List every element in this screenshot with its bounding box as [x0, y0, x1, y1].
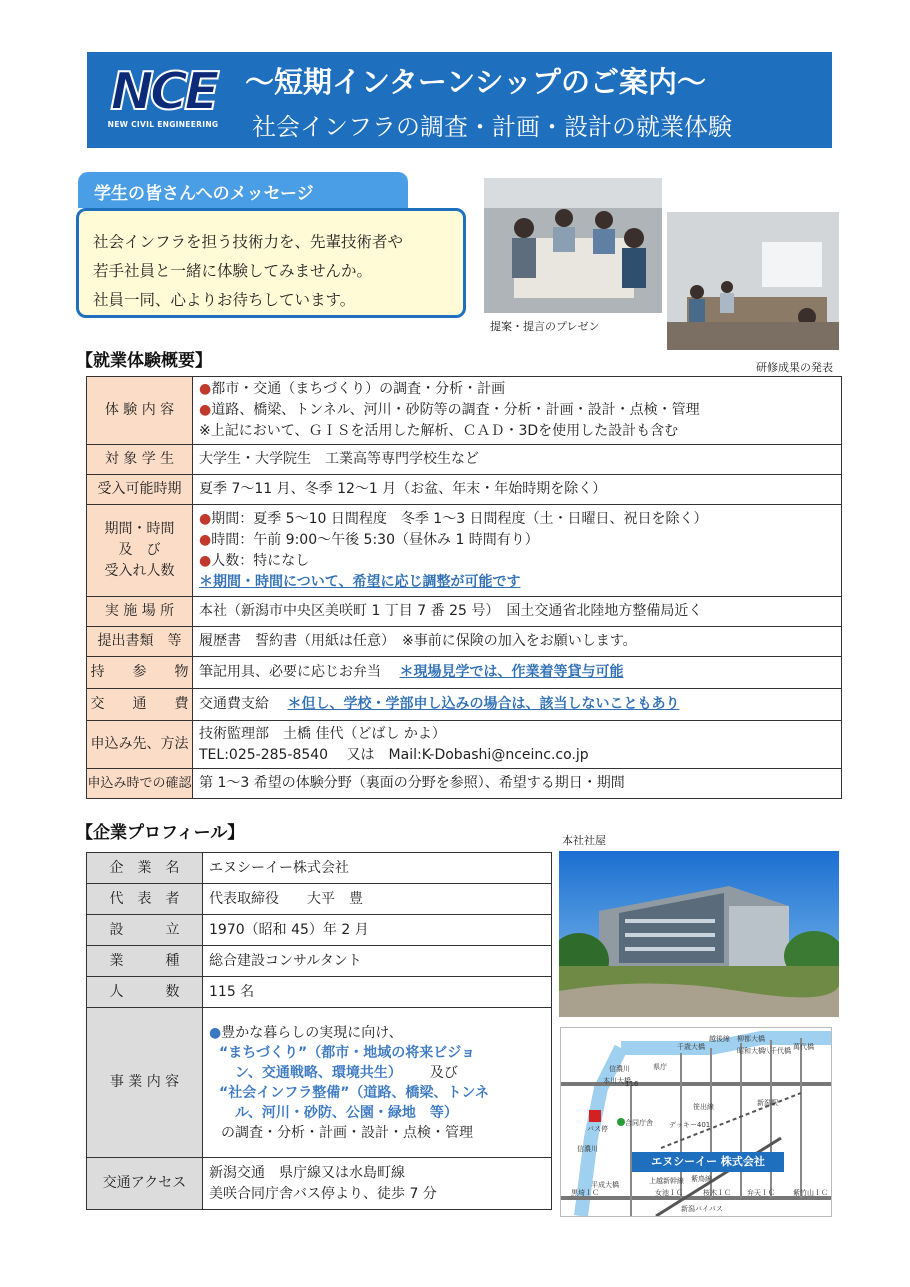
- map-label: 八千代橋: [763, 1047, 791, 1055]
- detail-line: ※上記において、ＧＩＳを活用した解析、ＣＡＤ・3Dを使用した設計も含む: [199, 423, 679, 439]
- map-label: 新潟バイパス: [681, 1205, 723, 1213]
- overview-heading: 【就業体験概要】: [76, 351, 212, 371]
- row-value: 夏季 7～11 月、冬季 12～1 月（お盆、年末・年始時期を除く）: [193, 475, 842, 505]
- message-line: 若手社員と一緒に体験してみませんか。: [93, 262, 373, 280]
- row-value: 115 名: [203, 977, 552, 1008]
- table-row: [87, 657, 842, 689]
- photo-caption-presentation: 提案・提言のプレゼン: [490, 320, 600, 333]
- photo-headquarters: [559, 851, 839, 1017]
- row-header: 業 種: [87, 946, 203, 977]
- page-subtitle: 社会インフラの調査・計画・設計の就業体験: [252, 113, 732, 141]
- row-header: 受入可能時期: [87, 475, 193, 505]
- table-row: [87, 1008, 552, 1158]
- logo-text: NCE: [110, 62, 216, 122]
- row-value: [193, 505, 842, 597]
- map-label: 萬代橋: [793, 1043, 814, 1051]
- row-value: 履歴書 誓約書（用紙は任意） ※事前に保険の加入をお願いします。: [193, 627, 842, 657]
- detail-line: 技術監理部 土橋 佳代（どばし かよ）: [199, 725, 446, 742]
- detail-line: 都市・交通（まちづくり）の調査・分析・計画: [211, 381, 506, 397]
- map-label: 笹出線: [693, 1103, 714, 1111]
- logo-subtext: NEW CIVIL ENGINEERING: [107, 120, 219, 129]
- row-header: 人 数: [87, 977, 203, 1008]
- row-header: 設 立: [87, 915, 203, 946]
- row-header: 交通アクセス: [87, 1158, 203, 1210]
- table-row: [87, 597, 842, 627]
- map-company-label: エヌシーイー 株式会社: [632, 1152, 784, 1172]
- map-label: 信濃川: [577, 1145, 598, 1153]
- detail-line: 道路、橋梁、トンネル、河川・砂防等の調査・分析・計画・設計・点検・管理: [211, 402, 700, 418]
- row-header: 交 通 費: [87, 689, 193, 721]
- note-line: ＊現場見学では、作業着等貸与可能: [399, 664, 624, 680]
- photo-caption-headquarters: 本社社屋: [562, 834, 606, 847]
- row-header-line: 期間・時間: [104, 521, 175, 537]
- bullet-icon: ●: [199, 510, 212, 527]
- access-map: [560, 1027, 832, 1217]
- map-label: 信濃川: [609, 1065, 630, 1073]
- map-label: 上越新幹線: [649, 1177, 684, 1185]
- row-value: 1970（昭和 45）年 2 月: [203, 915, 552, 946]
- contact-line: TEL:025-285-8540 又は Mail:K-Dobashi@nceinc.co.jp: [199, 746, 589, 763]
- map-label: 紫鳥線: [691, 1175, 712, 1183]
- table-row: [87, 853, 552, 884]
- detail-line: 美咲合同庁舎バス停より、徒歩 7 分: [209, 1185, 437, 1202]
- profile-heading: 【企業プロフィール】: [76, 823, 245, 843]
- table-row: [87, 769, 842, 799]
- row-value: [203, 1158, 552, 1210]
- row-header: 体 験 内 容: [87, 377, 193, 445]
- note-line: ＊但し、学校・学部申し込みの場合は、該当しないこともあり: [287, 696, 680, 712]
- detail-line: 豊かな暮らしの実現に向け、: [221, 1024, 403, 1041]
- bullet-icon: ●: [199, 552, 212, 569]
- map-label: 紫竹山ＩＣ: [793, 1189, 828, 1197]
- row-header-line: 受入れ人数: [104, 563, 175, 579]
- row-value: [193, 657, 842, 689]
- table-row: [87, 884, 552, 915]
- row-header: 申込み時での確認: [87, 769, 193, 799]
- row-header: [87, 505, 193, 597]
- table-row: [87, 505, 842, 597]
- detail-line: 交通費支給: [199, 696, 269, 712]
- table-row: [87, 721, 842, 769]
- map-label: 新潟駅: [757, 1099, 778, 1107]
- map-label: デッキー401: [669, 1121, 711, 1129]
- detail-line: ン、交通戦略、環境共生）: [235, 1064, 402, 1081]
- detail-line: ル、河川・砂防、公園・緑地 等）: [235, 1104, 458, 1121]
- message-line: 社会インフラを担う技術力を、先輩技術者や: [93, 233, 404, 251]
- company-logo: [104, 64, 222, 134]
- row-value: [193, 721, 842, 769]
- overview-table: [86, 376, 842, 799]
- page-title: ～短期インターンシップのご案内～: [245, 65, 706, 99]
- detail-line: 期間：夏季 5～10 日間程度 冬季 1～3 日間程度（土・日曜日、祝日を除く）: [211, 510, 708, 527]
- detail-line: “まちづくり”（都市・地域の将来ビジョ: [219, 1044, 475, 1061]
- detail-line: 新潟交通 県庁線又は水島町線: [209, 1164, 405, 1181]
- map-label: 千歳大橋: [677, 1043, 705, 1051]
- row-header: 代 表 者: [87, 884, 203, 915]
- table-row: [87, 377, 842, 445]
- map-label: 昭和大橋: [737, 1047, 765, 1055]
- message-line: 社員一同、心よりお待ちしています。: [93, 291, 356, 309]
- photo-caption-seminar: 研修成果の発表: [756, 361, 833, 374]
- photo-presentation: [484, 178, 662, 313]
- row-header: 対 象 学 生: [87, 445, 193, 475]
- note-line: ＊期間・時間について、希望に応じ調整が可能です: [199, 573, 521, 590]
- map-label: 弁天ＩＣ: [747, 1189, 775, 1197]
- row-header: 実 施 場 所: [87, 597, 193, 627]
- detail-line: 筆記用具、必要に応じお弁当: [199, 664, 381, 680]
- table-row: [87, 1158, 552, 1210]
- row-header: 事 業 内 容: [87, 1008, 203, 1158]
- map-label: 県庁: [653, 1063, 667, 1071]
- row-value: 代表取締役 大平 豊: [203, 884, 552, 915]
- detail-line: 時間：午前 9:00～午後 5:30（昼休み 1 時間有り）: [211, 531, 539, 548]
- row-header: 企 業 名: [87, 853, 203, 884]
- row-value: 本社（新潟市中央区美咲町 1 丁目 7 番 25 号） 国土交通省北陸地方整備局近く: [193, 597, 842, 627]
- row-value: [193, 377, 842, 445]
- bullet-icon: ●: [199, 402, 212, 418]
- table-row: [87, 475, 842, 505]
- map-label: 平成大橋: [591, 1181, 619, 1189]
- map-label: 女池ＩＣ: [655, 1189, 683, 1197]
- table-row: [87, 445, 842, 475]
- map-label: 本川大橋: [603, 1077, 631, 1085]
- row-value: [203, 1008, 552, 1158]
- map-label: 合同庁舎: [625, 1119, 653, 1127]
- table-row: [87, 689, 842, 721]
- row-header: 申込み先、方法: [87, 721, 193, 769]
- detail-line: 及び: [429, 1064, 458, 1081]
- map-label: 黒埼ＩＣ: [571, 1189, 599, 1197]
- row-value: [193, 689, 842, 721]
- table-row: [87, 627, 842, 657]
- detail-line: の調査・分析・計画・設計・点検・管理: [221, 1124, 473, 1141]
- row-header: 持 参 物: [87, 657, 193, 689]
- map-label: 桜木ＩＣ: [703, 1189, 731, 1197]
- message-tab-label: 学生の皆さんへのメッセージ: [94, 184, 314, 204]
- table-row: [87, 977, 552, 1008]
- table-row: [87, 946, 552, 977]
- row-header: 提出書類 等: [87, 627, 193, 657]
- row-value: 総合建設コンサルタント: [203, 946, 552, 977]
- map-label: 柳都大橋: [737, 1035, 765, 1043]
- bullet-icon: ●: [199, 381, 212, 397]
- row-header-line: 及 び: [118, 542, 161, 558]
- profile-table: [86, 852, 552, 1210]
- detail-line: 人数：特になし: [211, 552, 310, 569]
- detail-line: “社会インフラ整備”（道路、橋梁、トンネ: [219, 1084, 489, 1101]
- row-value: エヌシーイー株式会社: [203, 853, 552, 884]
- map-label: 越後線: [709, 1035, 730, 1043]
- photo-seminar: [667, 212, 839, 350]
- row-value: 第 1～3 希望の体験分野（裏面の分野を参照）、希望する期日・期間: [193, 769, 842, 799]
- table-row: [87, 915, 552, 946]
- bullet-icon: ●: [199, 531, 212, 548]
- map-label: バス停: [587, 1125, 608, 1133]
- bullet-icon: ●: [209, 1024, 222, 1041]
- map-label: 116: [625, 1080, 639, 1088]
- row-value: 大学生・大学院生 工業高等専門学校生など: [193, 445, 842, 475]
